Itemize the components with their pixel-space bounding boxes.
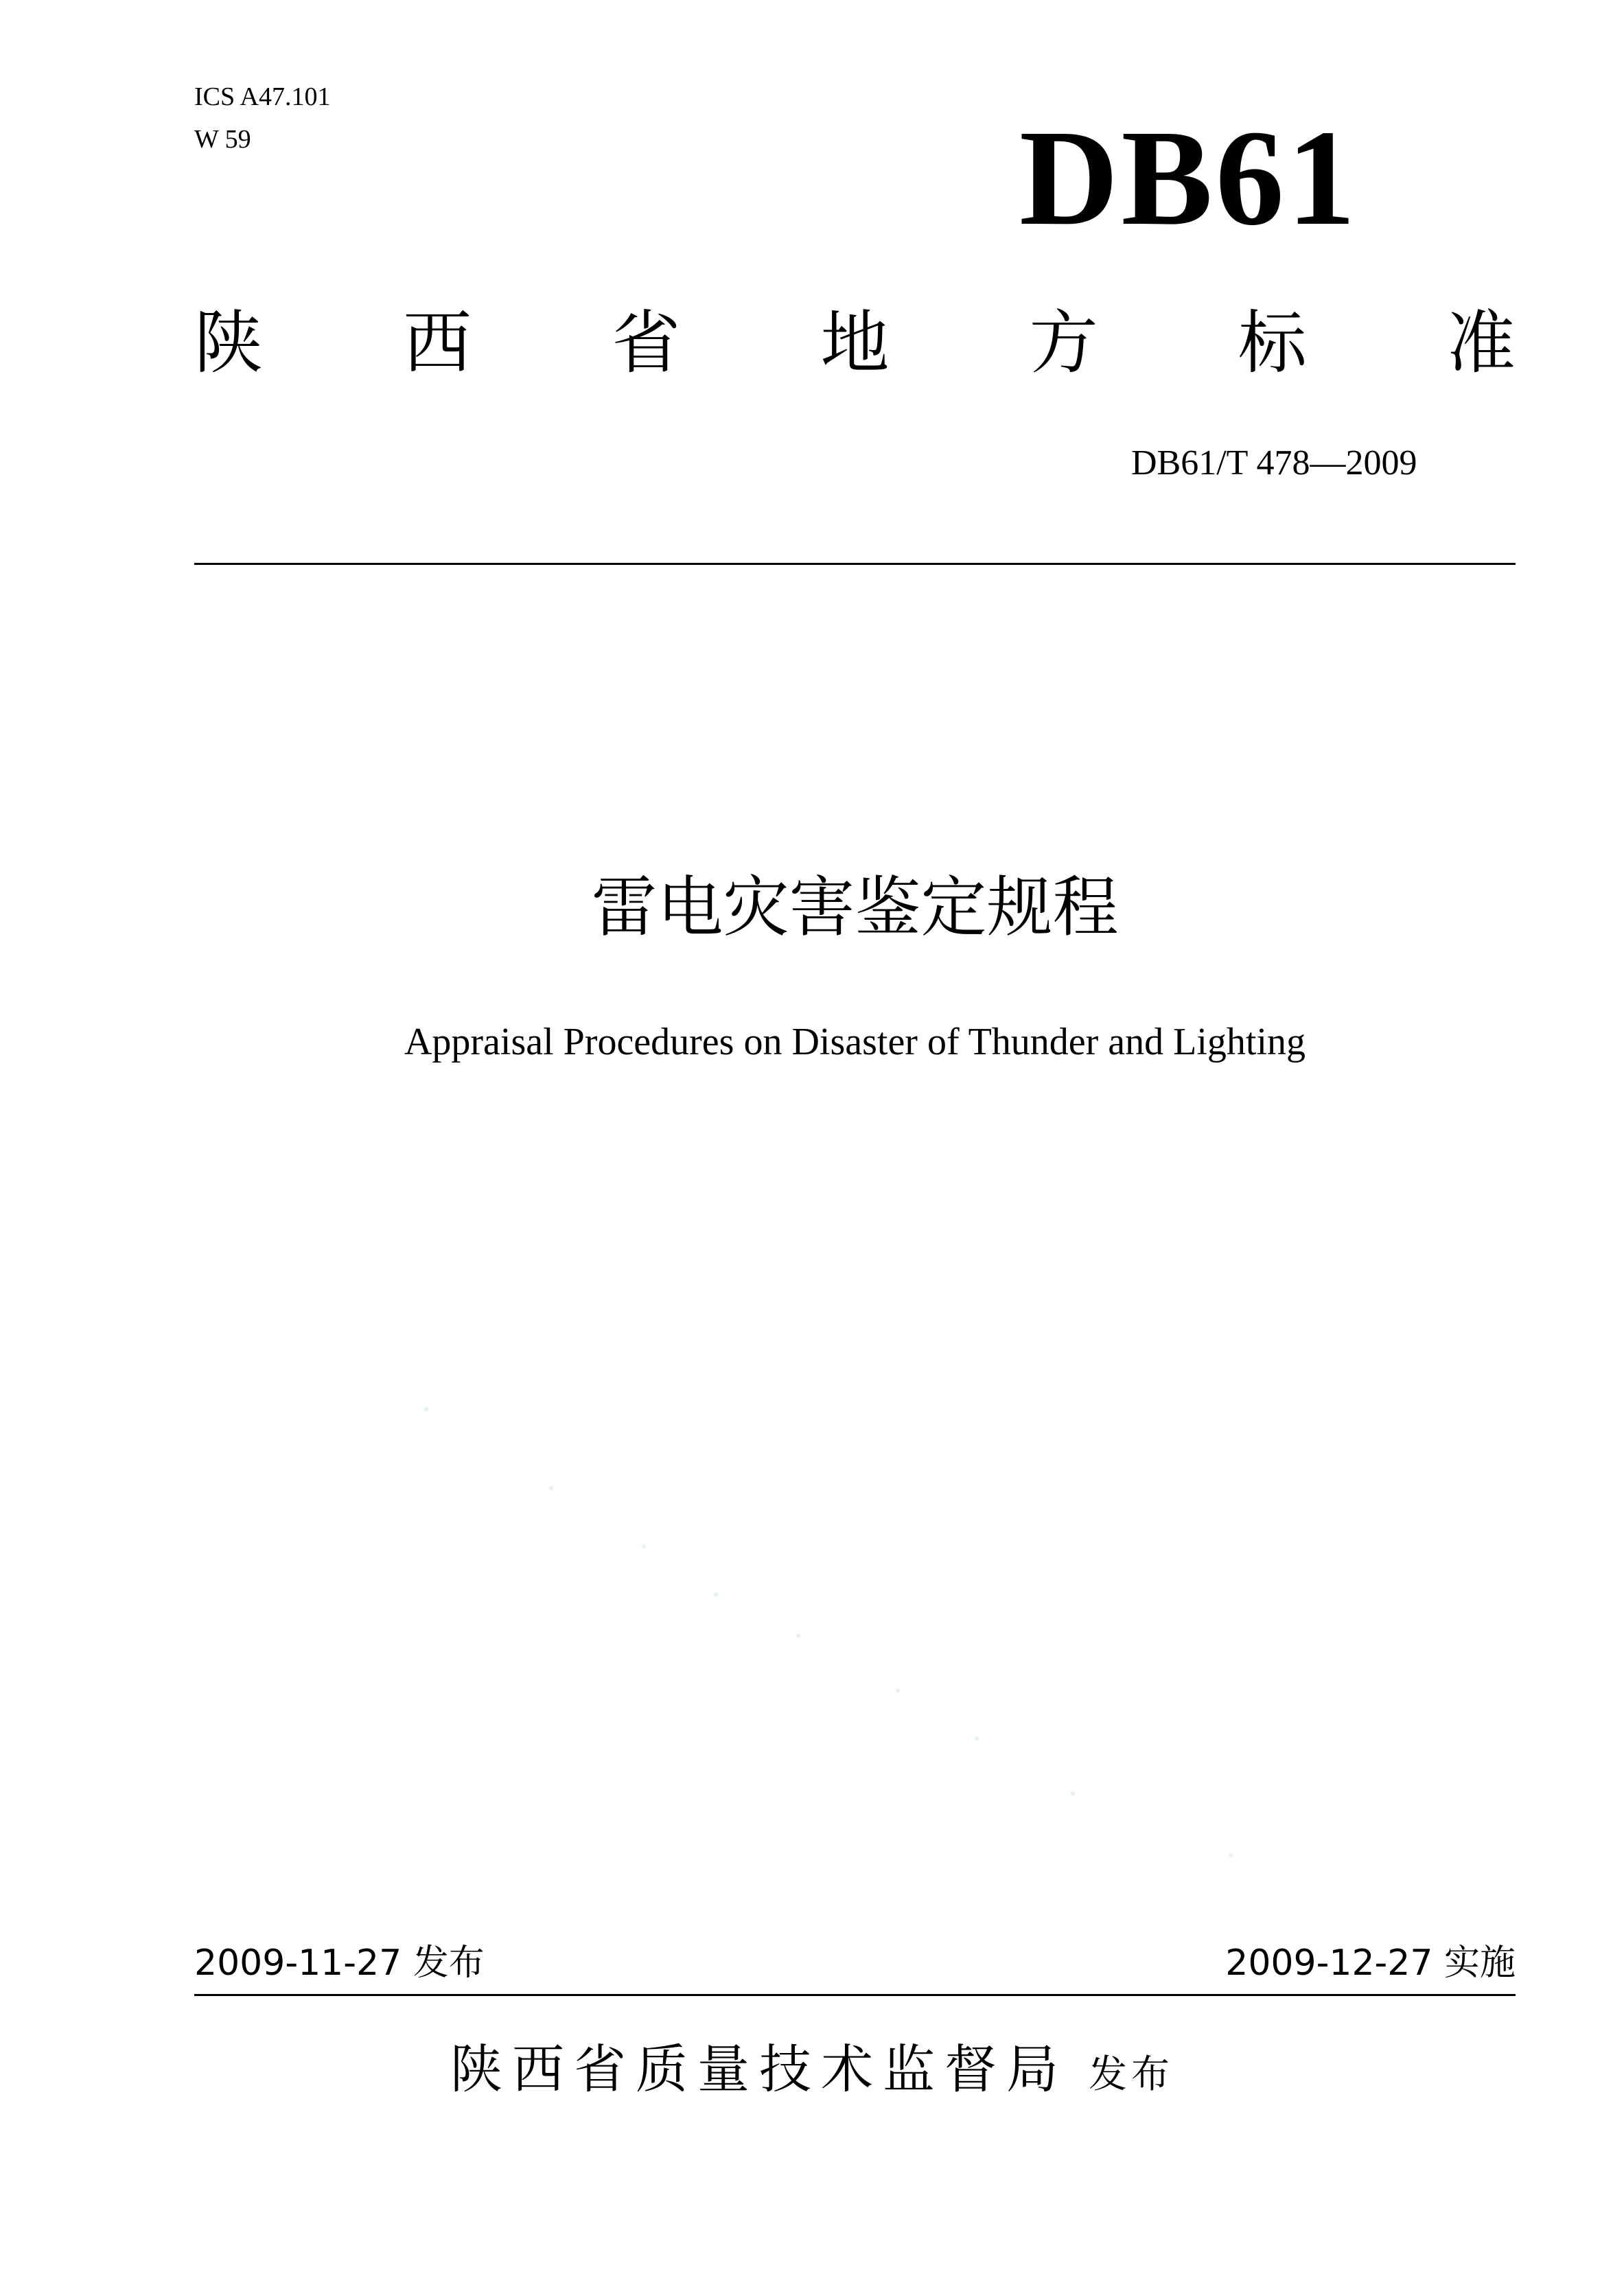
scan-speck — [714, 1592, 718, 1597]
top-divider — [194, 563, 1516, 565]
scan-speck — [642, 1544, 646, 1549]
publisher-suffix: 发布 — [1089, 2052, 1174, 2097]
bottom-divider — [194, 1994, 1516, 1996]
ics-code: ICS A47.101 — [194, 82, 331, 111]
standard-title-char: 西 — [403, 303, 472, 383]
classification-code: W 59 — [194, 125, 251, 154]
standard-title-char: 陕 — [194, 303, 263, 383]
standard-title-char: 方 — [1029, 303, 1098, 383]
document-title: 雷电灾害鉴定规程 — [591, 869, 1119, 946]
standard-number: DB61/T 478—2009 — [1131, 443, 1417, 483]
scan-speck — [1071, 1791, 1075, 1796]
scan-speck — [896, 1689, 900, 1693]
publisher-line — [0, 2035, 1624, 2104]
implementation-date: 2009-12-27 实施 — [1225, 1943, 1516, 1984]
scan-speck — [1229, 1853, 1233, 1857]
scan-speck — [975, 1737, 979, 1741]
db61-logo: DB61 — [1019, 102, 1358, 254]
standard-category-title — [194, 302, 1516, 384]
publisher-name: 陕西省质量技术监督局 — [450, 2039, 1068, 2100]
standard-title-char: 标 — [1238, 303, 1307, 383]
standard-title-char: 地 — [820, 303, 890, 383]
standard-title-char: 省 — [612, 303, 681, 383]
document-subtitle: Appraisal Procedures on Disaster of Thunder and Lighting — [404, 1021, 1306, 1063]
scan-speck — [424, 1407, 428, 1411]
scan-speck — [796, 1634, 800, 1638]
scan-speck — [549, 1486, 553, 1490]
standard-title-char: 准 — [1446, 303, 1516, 383]
issue-date: 2009-11-27 发布 — [194, 1943, 485, 1984]
